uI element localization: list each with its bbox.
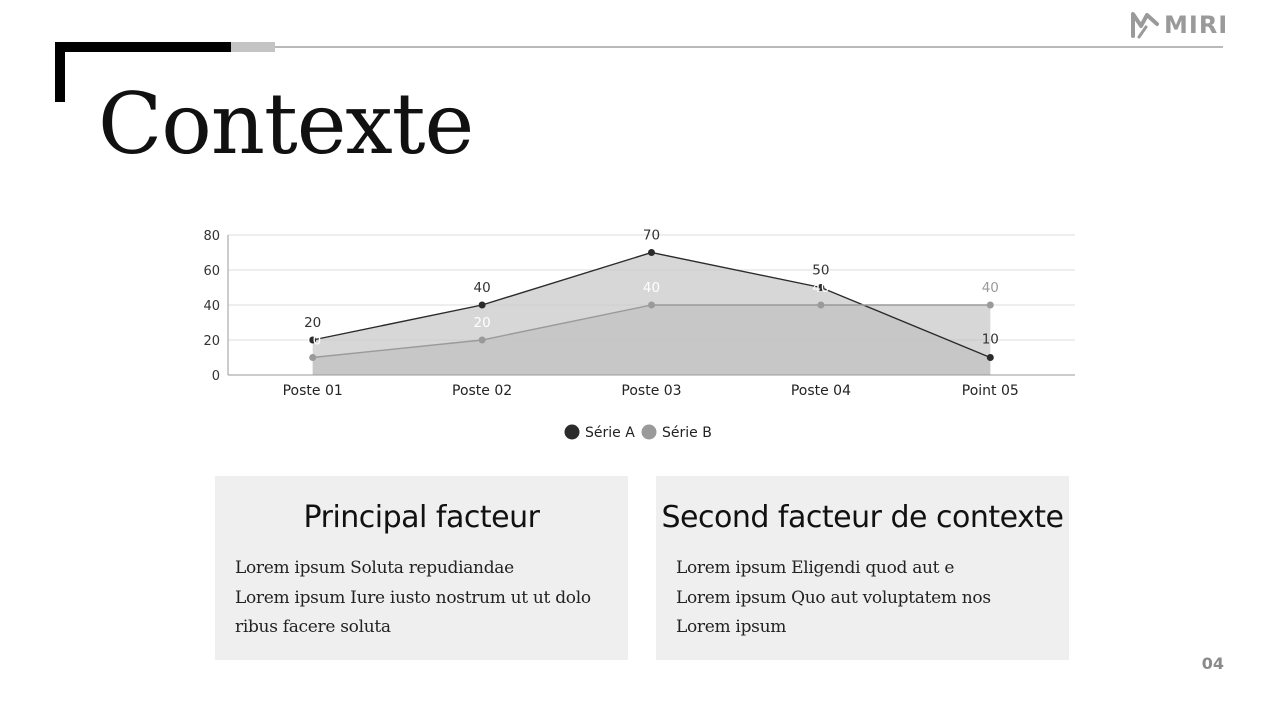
y-tick-label: 60 <box>203 264 220 279</box>
page-title: Contexte <box>98 75 474 173</box>
card-title: Principal facteur <box>303 500 540 535</box>
page-number: 04 <box>1201 654 1224 673</box>
data-point <box>309 354 316 361</box>
corner-bracket-vertical <box>55 42 65 102</box>
card-body <box>676 554 1055 643</box>
data-point <box>817 302 824 309</box>
area-chart <box>190 220 1090 456</box>
data-label: 20 <box>473 315 491 331</box>
card-body-line: Lorem ipsum Iure iusto nostrum ut ut dolo <box>235 587 591 608</box>
corner-accent-gray <box>231 42 275 52</box>
y-tick-label: 40 <box>203 299 220 314</box>
data-point <box>479 337 486 344</box>
card-body <box>235 554 614 643</box>
legend-marker <box>565 425 580 440</box>
logo <box>1130 8 1228 42</box>
legend-label: Série B <box>662 425 712 441</box>
legend-label: Série A <box>585 425 635 441</box>
header-rule <box>275 46 1223 48</box>
data-label: 20 <box>304 315 322 331</box>
data-label: 10 <box>981 331 999 348</box>
card-body-line: Lorem ipsum <box>676 617 787 637</box>
logo-text: MIRI <box>1164 11 1229 39</box>
data-label: 10 <box>304 332 322 349</box>
y-tick-label: 20 <box>203 334 220 349</box>
data-point <box>987 302 994 309</box>
data-point <box>648 302 655 309</box>
data-point <box>648 249 655 256</box>
x-tick-label: Poste 01 <box>282 383 343 399</box>
card-body-line: Lorem ipsum Quo aut voluptatem nos <box>676 587 991 608</box>
x-tick-label: Poste 02 <box>452 383 513 399</box>
logo-mark-icon <box>1130 10 1160 40</box>
card-body-line: Lorem ipsum Eligendi quod aut e <box>676 558 955 578</box>
x-tick-label: Poste 04 <box>790 383 851 399</box>
data-label: 40 <box>981 280 999 296</box>
data-label: 40 <box>473 280 491 296</box>
x-tick-label: Point 05 <box>961 383 1019 399</box>
y-tick-label: 80 <box>203 229 220 244</box>
data-label: 40 <box>812 280 830 296</box>
card-title: Second facteur de contexte <box>661 500 1064 535</box>
card-body-line: ribus facere soluta <box>235 617 391 637</box>
legend-marker <box>642 425 657 440</box>
x-tick-label: Poste 03 <box>621 383 682 399</box>
data-point <box>987 354 994 361</box>
y-tick-label: 0 <box>211 369 220 384</box>
data-label: 50 <box>812 262 830 279</box>
data-point <box>479 302 486 309</box>
data-label: 40 <box>642 280 661 296</box>
card-second-facteur <box>656 476 1069 660</box>
card-body-line: Lorem ipsum Soluta repudiandae <box>235 558 514 578</box>
data-label: 70 <box>642 227 661 244</box>
card-principal-facteur <box>215 476 628 660</box>
corner-bracket-horizontal <box>55 42 231 52</box>
